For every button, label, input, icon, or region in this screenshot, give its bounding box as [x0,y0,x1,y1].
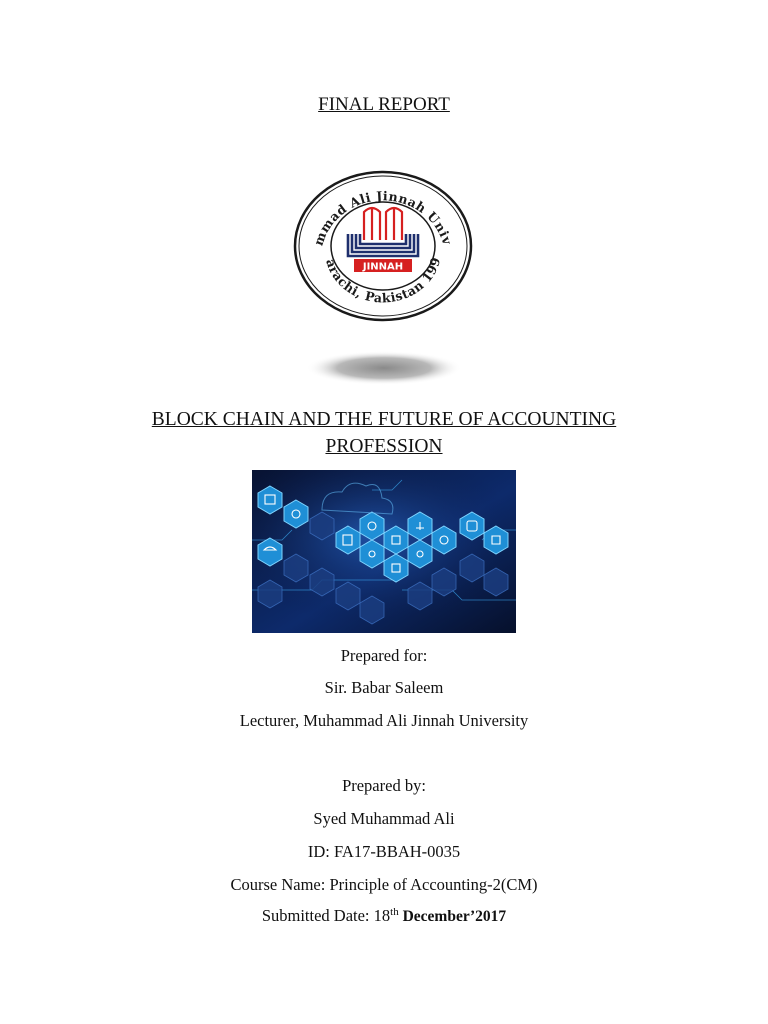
prepared-for-label: Prepared for: [340,646,428,665]
prepared-for-position: Lecturer, Muhammad Ali Jinnah University [239,711,529,730]
report-title: FINAL REPORT [318,94,450,115]
prepared-by-name: Syed Muhammad Ali [313,809,455,828]
submitted-date-month-year: December’2017 [398,908,507,925]
submitted-date-prefix: Submitted Date: 18 [261,906,391,925]
report-subject [0,406,768,460]
subject-line-1: BLOCK CHAIN AND THE FUTURE OF ACCOUNTING [151,409,617,430]
prepared-for-name: Sir. Babar Saleem [324,678,444,697]
svg-text:Karachi, Pakistan 1998: arachi, Pakistan 199 [323,255,444,306]
prepared-by-label: Prepared by: [342,776,426,795]
decorative-shadow [305,350,463,386]
seal-icon [292,168,474,324]
blockchain-hexagon-icon [252,470,516,633]
submitted-date-ordinal: th [390,906,399,918]
svg-text:Mohammad Ali Jinnah University: mmad Ali Jinnah Univ [310,188,456,248]
university-seal-logo [292,168,474,324]
student-id: ID: FA17-BBAH-0035 [307,842,461,861]
submitted-date [0,906,768,926]
course-name: Course Name: Principle of Accounting-2(CM) [230,875,538,894]
blockchain-banner-image [252,470,516,633]
subject-line-2: PROFESSION [325,436,443,457]
svg-text:JINNAH: JINNAH [362,261,404,273]
